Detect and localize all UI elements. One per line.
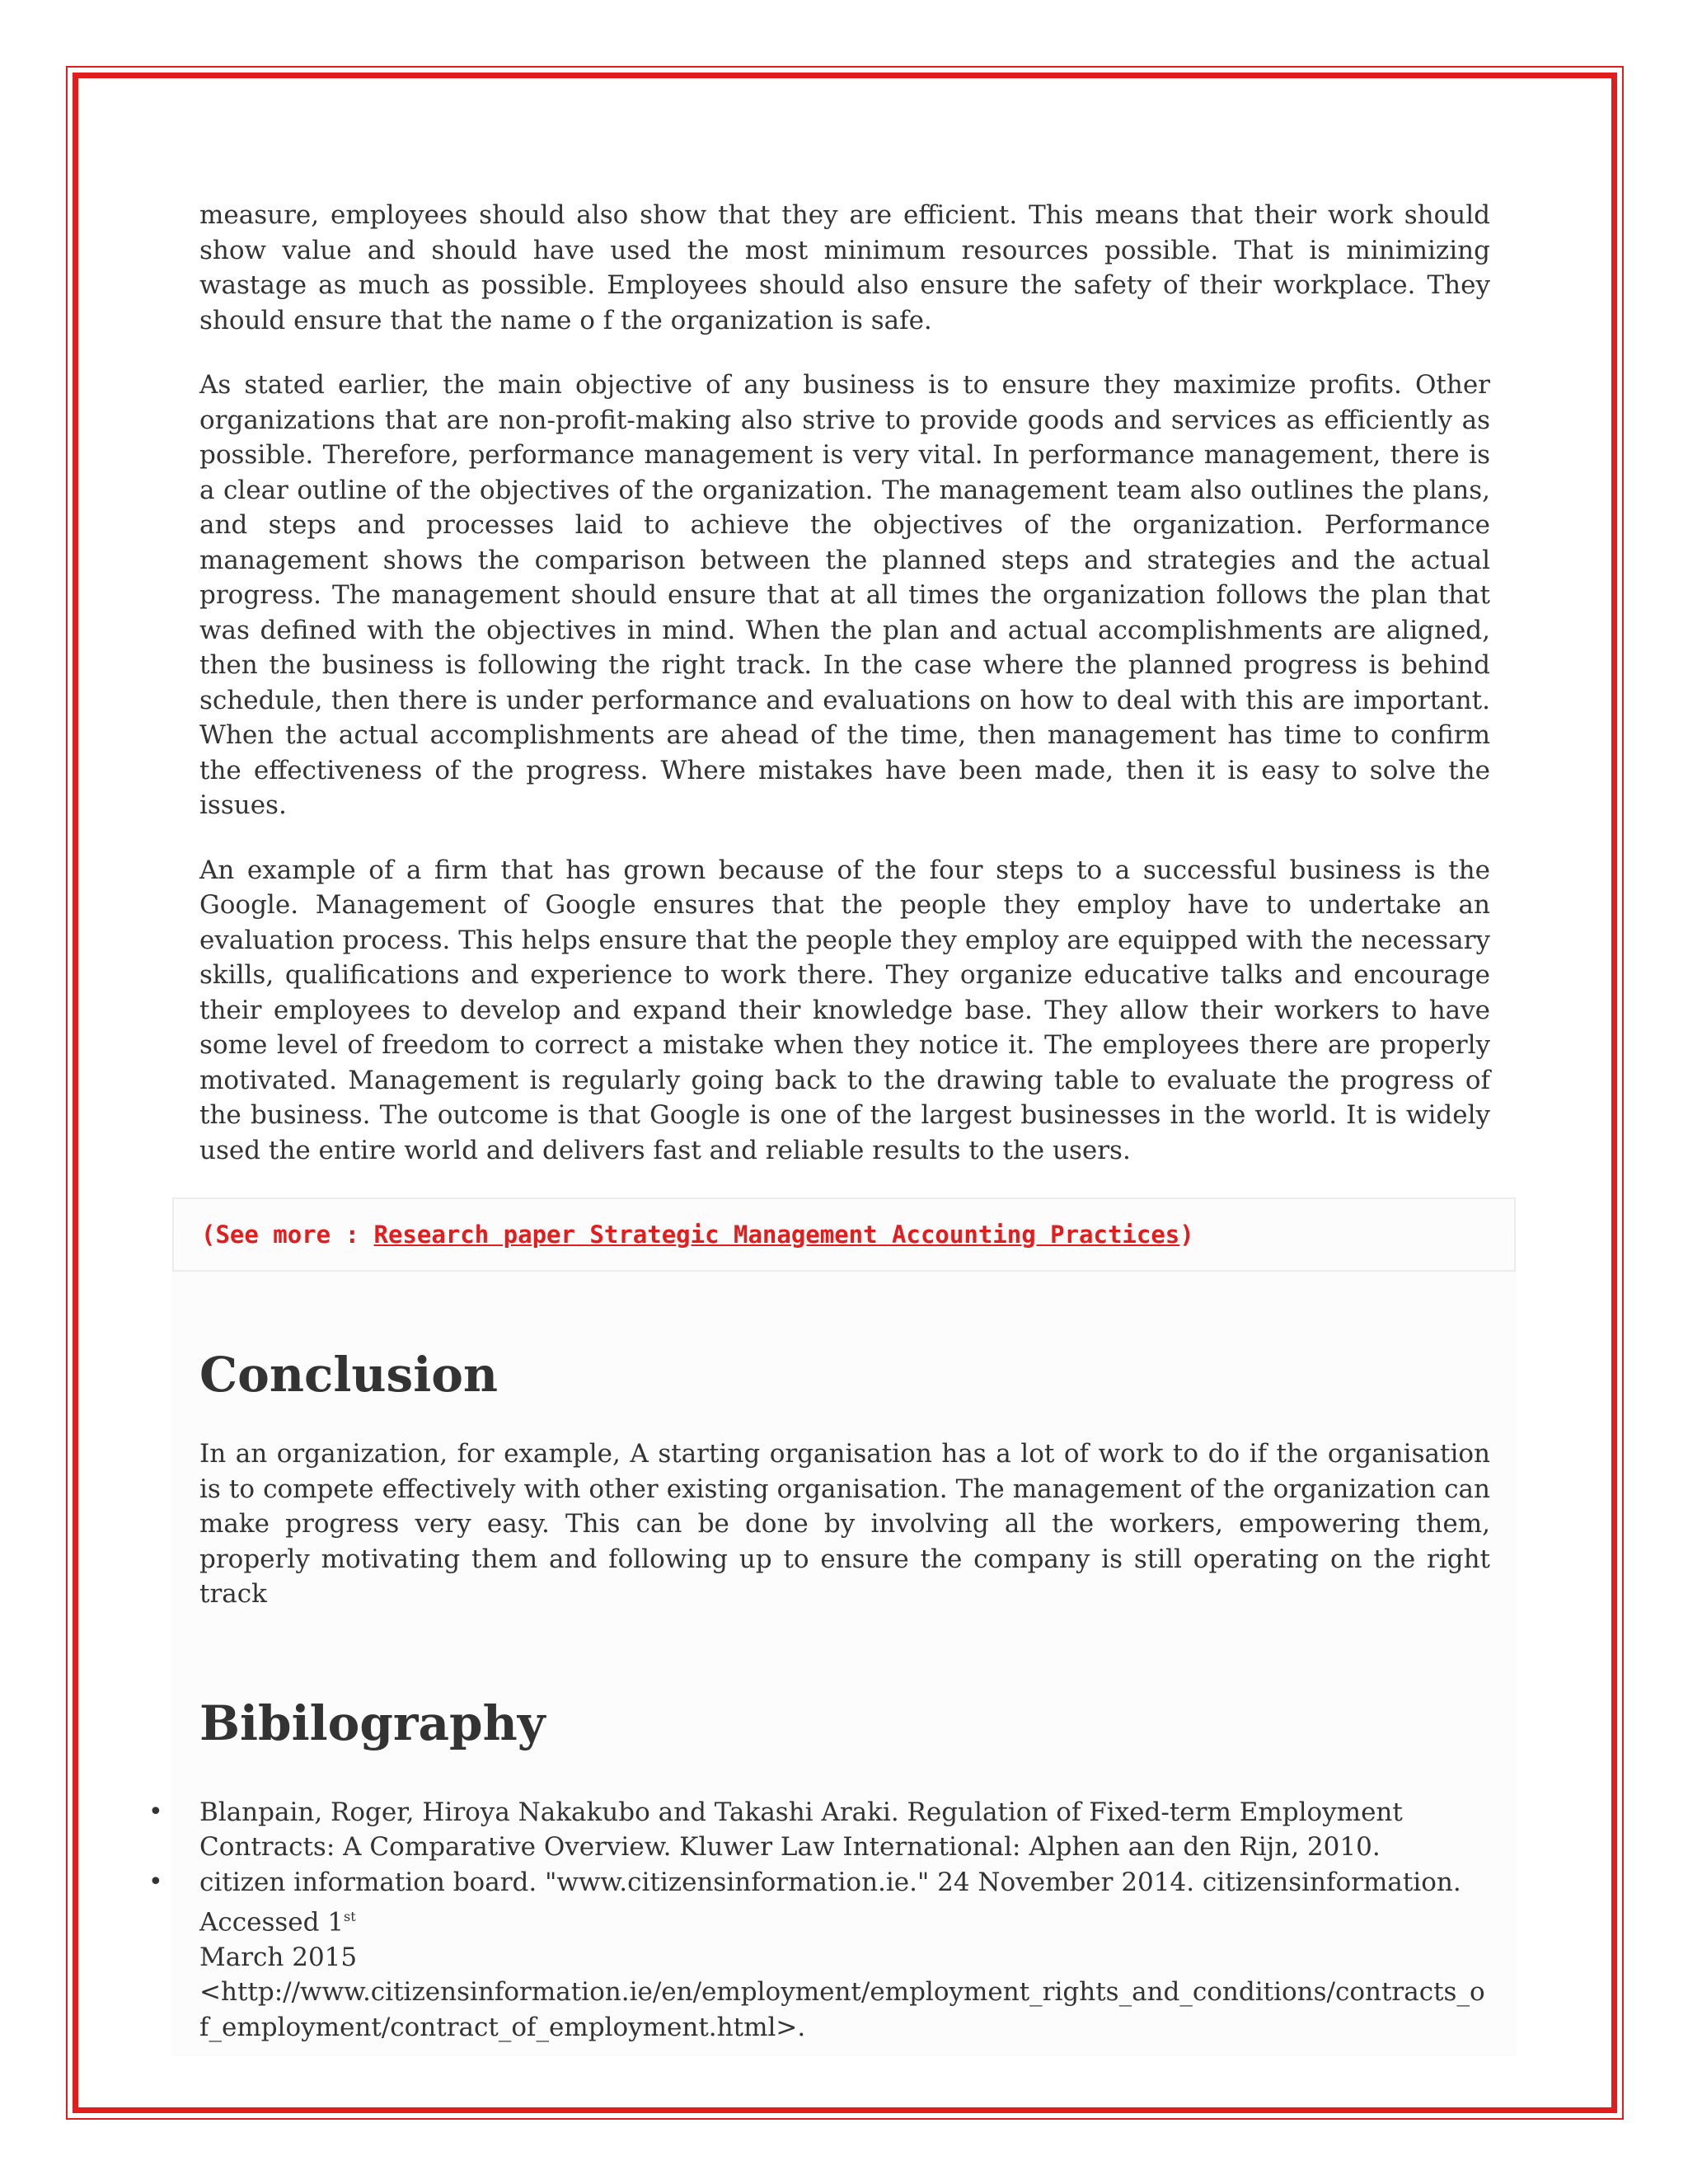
bibliography-list bbox=[148, 1795, 1490, 2046]
document-content bbox=[148, 198, 1490, 2045]
see-more-prefix: (See more : bbox=[201, 1221, 374, 1249]
reference-2-date: March 2015 bbox=[199, 1942, 358, 1972]
conclusion-heading: Conclusion bbox=[199, 1347, 499, 1403]
paragraph-google-example: An example of a firm that has grown because of the four steps to a successful business is the Google. Management of Google ensures that the people they employ have to undertake an evaluation process. This helps ensure that the people they employ are equipped with the necessary skills, qualifications and experience to work there. They organize educative talks and encourage their employees to develop and expand their knowledge base. They allow their workers to have some level of freedom to correct a mistake when they notice it. The employees there are properly motivated. Management is regularly going back to the drawing table to evaluate the progress of the business. The outcome is that Google is one of the largest businesses in the world. It is widely used the entire world and delivers fast and reliable results to the users. bbox=[199, 855, 1490, 1165]
list-item bbox=[148, 1795, 1490, 1865]
see-more-link[interactable]: Research paper Strategic Management Accounting Practices bbox=[373, 1221, 1180, 1249]
paragraph-performance-management: As stated earlier, the main objective of any business is to ensure they maximize profits. Other organizations that are non-profit-making also strive to provide goods and services as efficiently as possible. Therefore, performance management is very vital. In performance management, there is a clear outline of the objectives of the organization. The management team also outlines the plans, and steps and processes laid to achieve the objectives of the organization. Performance management shows the comparison between the planned steps and strategies and the actual progress. The management should ensure that at all times the organization follows the plan that was defined with the objectives in mind. When the plan and actual accomplishments are aligned, then the business is following the right track. In the case where the planned progress is behind schedule, then there is under performance and evaluations on how to deal with this are important. When the actual accomplishments are ahead of the time, then management has time to confirm the effectiveness of the progress. Where mistakes have been made, then it is easy to solve the issues. bbox=[199, 370, 1490, 820]
see-more-box bbox=[172, 1197, 1516, 1272]
bullet-icon: • bbox=[148, 1867, 163, 1896]
paragraph-efficiency: measure, employees should also show that they are efficient. This means that their work should show value and should have used the most minimum resources possible. That is minimizing wastage as much as possible. Employees should also ensure the safety of their workplace. They should ensure that the name o f the organization is safe. bbox=[199, 200, 1490, 335]
reference-2-superscript: st bbox=[344, 1909, 356, 1924]
reference-2-url: <http://www.citizensinformation.ie/en/employment/employment_rights_and_conditions/contracts_of_employment/contract_of_employment.html>. bbox=[199, 1977, 1485, 2042]
bibliography-heading: Bibilography bbox=[199, 1694, 546, 1751]
reference-2-text: citizen information board. "www.citizensinformation.ie." 24 November 2014. citizensinformation. Accessed 1 bbox=[199, 1867, 1461, 1938]
list-item bbox=[148, 1865, 1490, 2046]
conclusion-paragraph: In an organization, for example, A starting organisation has a lot of work to do if the organisation is to compete effectively with other existing organisation. The management of the organization can make progress very easy. This can be done by involving all the workers, empowering them, properly motivating them and following up to ensure the company is still operating on the right track bbox=[199, 1439, 1490, 1609]
bullet-icon: • bbox=[148, 1797, 163, 1826]
see-more-suffix: ) bbox=[1179, 1221, 1194, 1249]
reference-1: Blanpain, Roger, Hiroya Nakakubo and Takashi Araki. Regulation of Fixed-term Employment Contracts: A Comparative Overview. Kluwer Law International: Alphen aan den Rijn, 2010. bbox=[199, 1797, 1403, 1862]
